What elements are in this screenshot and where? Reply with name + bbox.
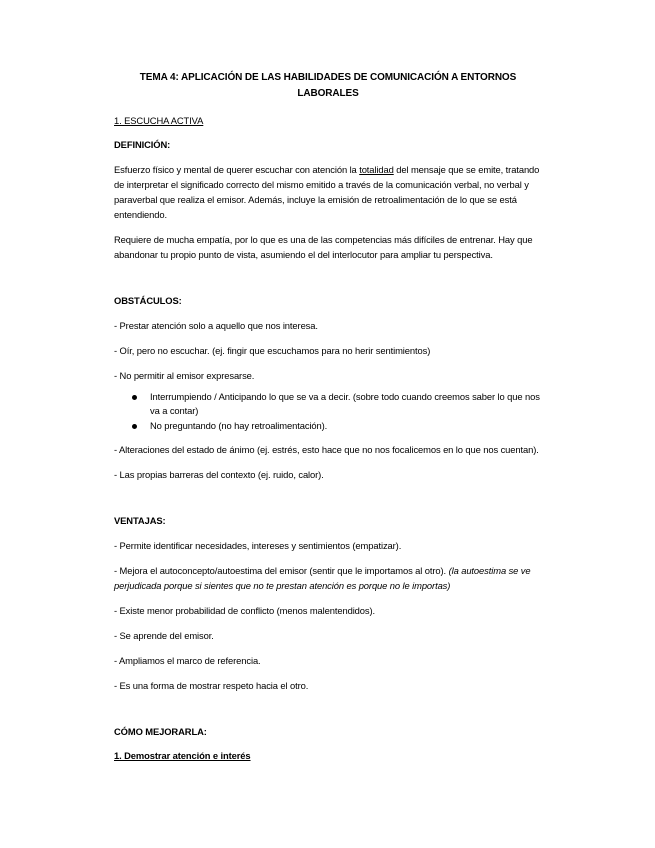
def-text-underlined: totalidad	[359, 164, 394, 175]
obstaculo-item: - Las propias barreras del contexto (ej. ruido, calor).	[114, 469, 324, 480]
obstaculo-item: - Alteraciones del estado de ánimo (ej. estrés, esto hace que no nos focalicemos en lo que nos cuentan).	[114, 444, 539, 455]
bullet-item	[150, 390, 542, 418]
ventaja-item: - Se aprende del emisor.	[114, 630, 214, 641]
document-content	[114, 70, 542, 763]
obstaculos-heading: OBSTÁCULOS:	[114, 295, 182, 306]
bullet-item	[150, 419, 542, 433]
bullet-dot-icon	[132, 395, 137, 400]
def-text-b: del mensaje que se emite, tratando de interpretar el significado correcto del mismo emitido a través de la comunicación verbal, no verbal y paraverbal que realiza el emisor. Además, incluye la emisión de retroalimentación de lo que se está entendiendo.	[114, 164, 540, 220]
obstaculo-bullet-list	[114, 390, 542, 433]
bullet-text: No preguntando (no hay retroalimentación).	[150, 420, 328, 431]
mejorar-subheading: 1. Demostrar atención e interés	[114, 750, 251, 761]
bullet-text: Interrumpiendo / Anticipando lo que se va a decir. (sobre todo cuando creemos saber lo que nos va a contar)	[150, 391, 540, 416]
ventaja-item	[114, 563, 542, 593]
ventaja-item: - Existe menor probabilidad de conflicto (menos malentendidos).	[114, 605, 376, 616]
obstaculo-item: - No permitir al emisor expresarse.	[114, 370, 255, 381]
definicion-paragraph-2: Requiere de mucha empatía, por lo que es una de las competencias más difíciles de entrenar. Hay que abandonar tu propio punto de vista, asumiendo el del interlocutor para ampliar tu perspectiva.	[114, 234, 533, 260]
obstaculo-item: - Prestar atención solo a aquello que nos interesa.	[114, 320, 318, 331]
def-text-a: Esfuerzo físico y mental de querer escuchar con atención la	[114, 164, 360, 175]
ventajas-heading: VENTAJAS:	[114, 515, 166, 526]
ventaja-item: - Es una forma de mostrar respeto hacia el otro.	[114, 680, 309, 691]
como-mejorarla-heading: CÓMO MEJORARLA:	[114, 726, 207, 737]
section-heading-escucha-activa: 1. ESCUCHA ACTIVA	[114, 115, 204, 126]
ventaja-italic-note: (la autoestima se ve perjudicada porque si sientes que no te prestan atención es porque no le importas)	[114, 565, 531, 591]
ventaja-item: - Permite identificar necesidades, intereses y sentimientos (empatizar).	[114, 540, 402, 551]
definicion-heading: DEFINICIÓN:	[114, 139, 171, 150]
ventaja-text: - Mejora el autoconcepto/autoestima del emisor (sentir que le importamos al otro).	[114, 565, 449, 576]
document-title: TEMA 4: APLICACIÓN DE LAS HABILIDADES DE COMUNICACIÓN A ENTORNOS LABORALES	[139, 72, 517, 99]
definicion-paragraph-1	[114, 162, 542, 222]
bullet-dot-icon	[132, 424, 137, 429]
ventaja-item: - Ampliamos el marco de referencia.	[114, 655, 261, 666]
obstaculo-item: - Oír, pero no escuchar. (ej. fingir que escuchamos para no herir sentimientos)	[114, 345, 431, 356]
